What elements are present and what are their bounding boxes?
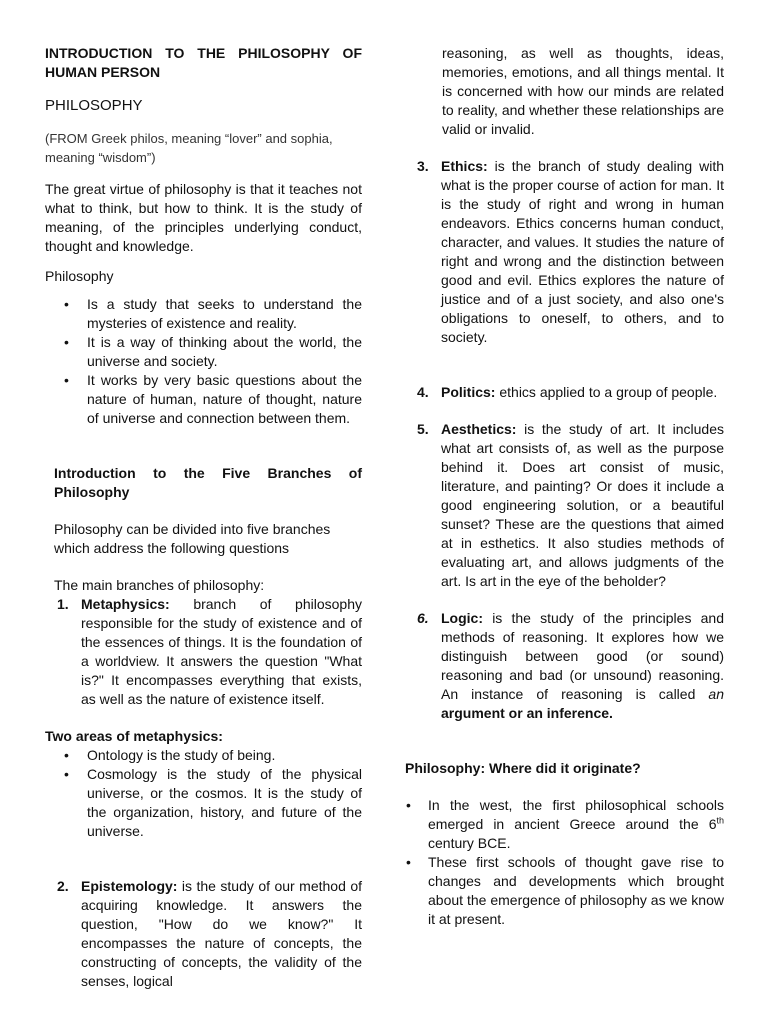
origin-text-end: century BCE. — [428, 835, 511, 851]
list-item: • Ontology is the study of being. — [45, 746, 362, 765]
list-item — [405, 796, 724, 853]
branch-number: 2. — [57, 878, 69, 894]
list-item: • These first schools of thought gave rise to changes and developments which brought about the emergence of philosophy as we know it at present. — [405, 853, 724, 929]
list-item: • It is a way of thinking about the world, the universe and society. — [45, 333, 362, 371]
branch-politics — [405, 383, 724, 402]
origin-bullets — [405, 796, 724, 929]
list-item: • Cosmology is the study of the physical universe, or the cosmos. It is the study of the organization, history, and future of the universe. — [45, 765, 362, 841]
branch-term: Politics: — [441, 384, 496, 400]
document-title: INTRODUCTION TO THE PHILOSOPHY OF HUMAN PERSON — [45, 45, 362, 80]
branch-term: Aesthetics: — [441, 421, 517, 437]
main-branches-label: The main branches of philosophy: — [54, 577, 265, 593]
two-areas-heading: Two areas of metaphysics: — [45, 728, 223, 744]
branch-epistemology — [45, 877, 362, 991]
branches-heading: Introduction to the Five Branches of Philosophy — [54, 465, 362, 500]
branch-term: Logic: — [441, 610, 483, 626]
logic-argument: argument or an inference. — [441, 705, 613, 721]
right-column — [405, 44, 724, 929]
branch-text: is the study of our method of acquiring knowledge. It answers the question, "How do we know?" It encompasses the nature of concepts, the constructing of concepts, the validity of the senses, logical — [81, 878, 362, 989]
virtue-paragraph: The great virtue of philosophy is that it teaches not what to think, but how to think. It is the study of meaning, of the principles underlying conduct, thought and knowledge. — [45, 181, 362, 254]
branch-number: 1. — [57, 596, 69, 612]
logic-an: an — [708, 686, 724, 702]
branch-term: Epistemology: — [81, 878, 178, 894]
philosophy-label: Philosophy — [45, 268, 114, 284]
branch-term: Metaphysics: — [81, 596, 170, 612]
branch-ethics — [405, 157, 724, 347]
metaphysics-areas — [45, 746, 362, 841]
branch-text: is the study of the principles and methods of reasoning. It explores how we distinguish between good (or sound) reasoning and bad (or unsound) reasoning. An instance of reasoning is called — [441, 610, 724, 702]
ordinal-suffix: th — [716, 815, 724, 826]
origin-text: In the west, the first philosophical schools emerged in ancient Greece around the 6 — [428, 797, 724, 832]
branch-term: Ethics: — [441, 158, 488, 174]
branch-number: 4. — [417, 384, 429, 400]
branch-text: branch of philosophy responsible for the study of existence and of the essences of things. It is the foundation of a worldview. It answers the question "What is?" It encompasses everything that exists, as well as the nature of existence itself. — [81, 596, 362, 707]
origin-heading: Philosophy: Where did it originate? — [405, 760, 641, 776]
list-item: • Is a study that seeks to understand the mysteries of existence and reality. — [45, 295, 362, 333]
branch-number: 3. — [417, 158, 429, 174]
branch-logic — [405, 609, 724, 723]
branch-metaphysics — [45, 595, 362, 709]
branch-text: ethics applied to a group of people. — [495, 384, 718, 400]
branch-number: 5. — [417, 421, 429, 437]
branch-number: 6. — [417, 610, 429, 626]
branch-text: is the study of art. It includes what art consists of, as well as the purpose behind it. Does art consist of music, literature, and painting? Or does it include a good engineering solution, or a beautiful sunset? These are the questions that aimed at in esthetics. It also studies methods of evaluating art, and allows judgments of the art. Is art in the eye of the beholder? — [441, 421, 724, 589]
list-item: • It works by very basic questions about the nature of human, nature of thought, nature of universe and connection between them. — [45, 371, 362, 428]
philosophy-bullets — [45, 295, 362, 428]
branch-aesthetics — [405, 420, 724, 591]
epistemology-continued: reasoning, as well as thoughts, ideas, memories, emotions, and all things mental. It is concerned with how our minds are related to reality, and whether these relationships are valid or invalid. — [442, 45, 724, 137]
left-column — [45, 44, 362, 991]
philosophy-heading: PHILOSOPHY — [45, 97, 143, 114]
branch-text: is the branch of study dealing with what is the proper course of action for man. It is the study of right and wrong in human endeavors. Ethics concerns human conduct, character, and values. It studies the nature of right and wrong and the distinction between good and evil. Ethics explores the nature of justice and of a just society, and also one's obligations to oneself, to others, and to society. — [441, 158, 724, 345]
etymology-note: (FROM Greek philos, meaning “lover” and sophia, meaning “wisdom”) — [45, 131, 333, 165]
branches-intro: Philosophy can be divided into five branches which address the following questions — [54, 521, 331, 556]
